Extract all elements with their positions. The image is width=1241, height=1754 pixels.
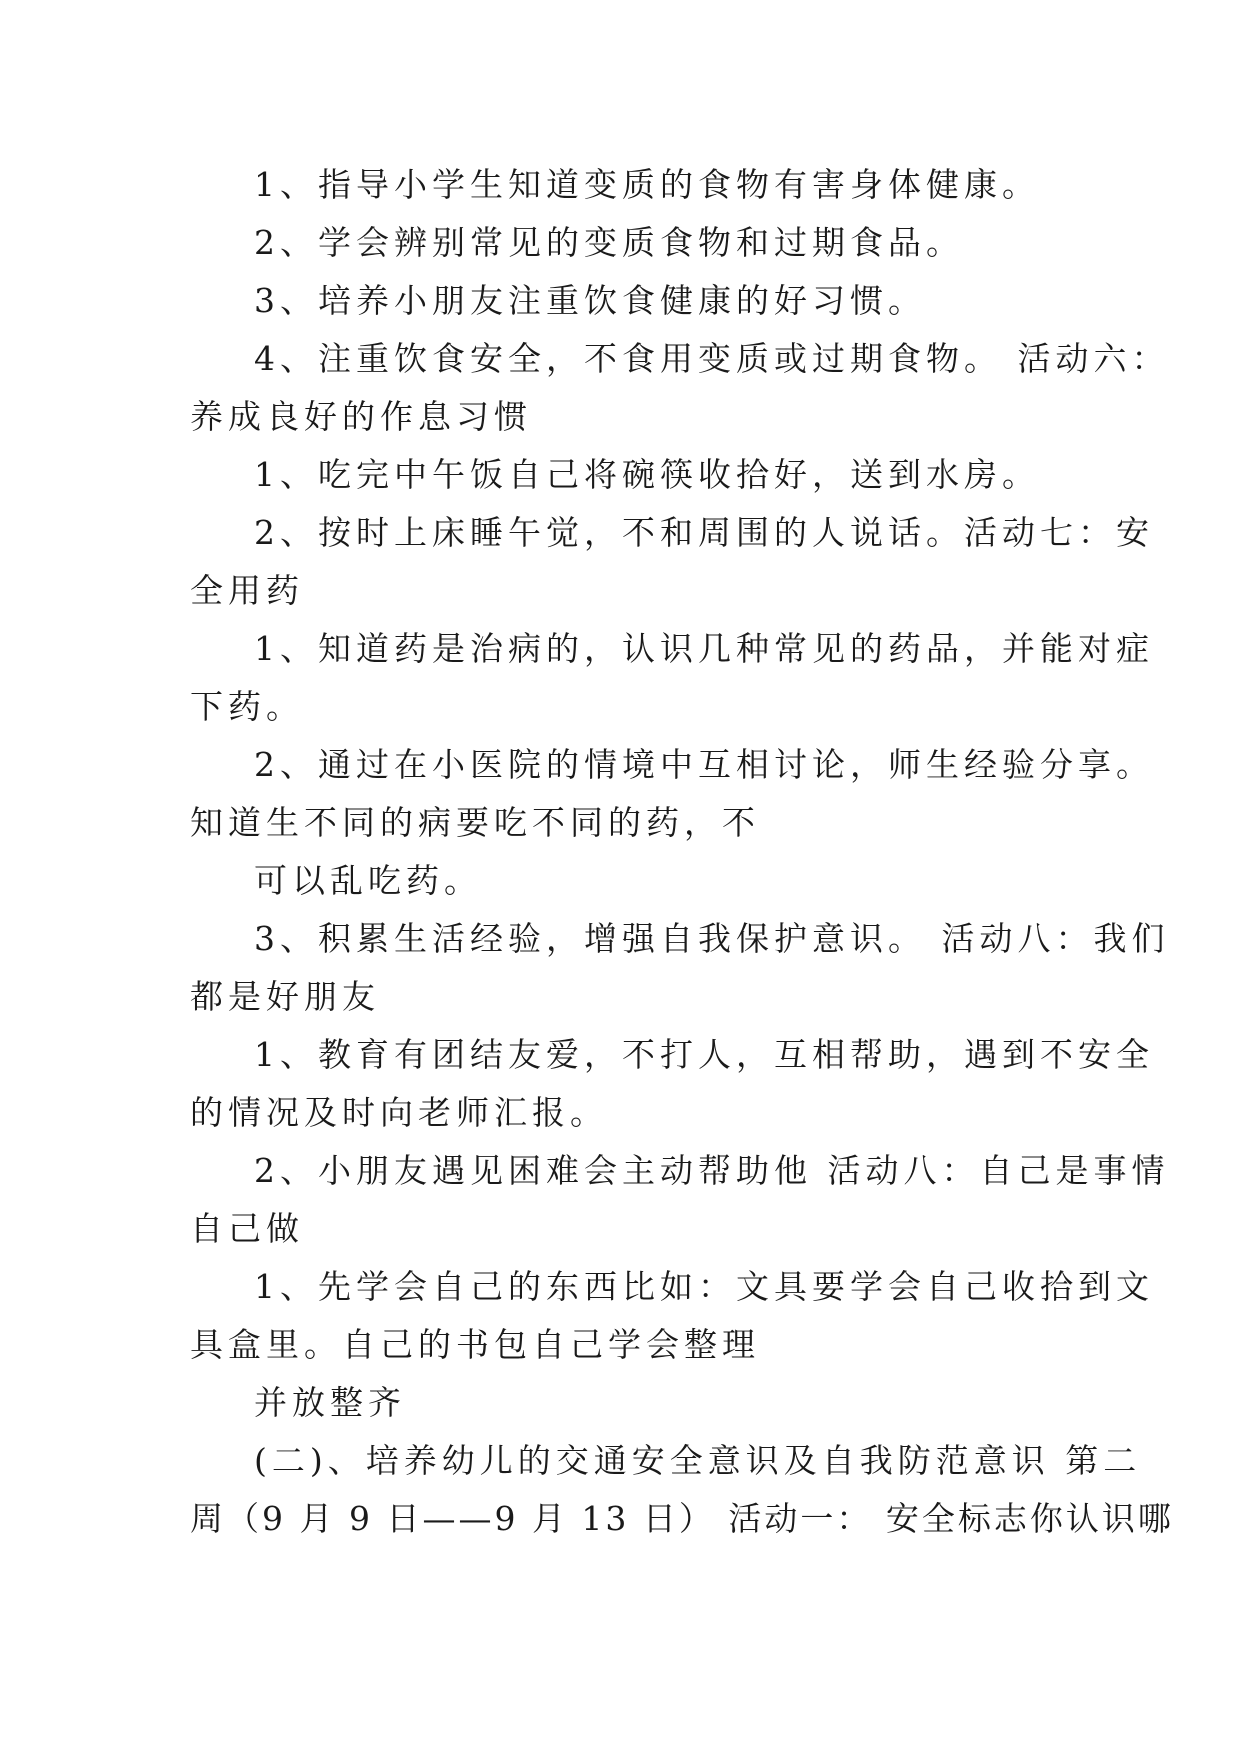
text-line: 2、学会辨别常见的变质食物和过期食品。 [254,223,964,262]
text-line: 全用药 [190,571,304,610]
text-line: 具盒里。自己的书包自己学会整理 [190,1325,760,1364]
text-line: 自己做 [190,1209,304,1248]
text-line: 1、吃完中午饭自己将碗筷收拾好，送到水房。 [254,455,1040,494]
text-line: (二)、培养幼儿的交通安全意识及自我防范意识 第二 [254,1441,1142,1480]
text-line: 1、知道药是治病的，认识几种常见的药品，并能对症 [254,629,1154,668]
text-line: 周（9 月 9 日——9 月 13 日） 活动一： 安全标志你认识哪 [190,1499,1174,1538]
text-line: 2、小朋友遇见困难会主动帮助他 活动八：自己是事情 [254,1151,1170,1190]
text-line: 养成良好的作息习惯 [190,397,532,436]
text-line: 1、指导小学生知道变质的食物有害身体健康。 [254,165,1040,204]
text-line: 都是好朋友 [190,977,380,1016]
text-line: 3、培养小朋友注重饮食健康的好习惯。 [254,281,926,320]
text-line: 可以乱吃药。 [254,861,482,900]
text-line: 2、按时上床睡午觉，不和周围的人说话。活动七：安 [254,513,1154,552]
text-line: 2、通过在小医院的情境中互相讨论，师生经验分享。 [254,745,1154,784]
text-line: 知道生不同的病要吃不同的药，不 [190,803,760,842]
text-line: 1、先学会自己的东西比如：文具要学会自己收拾到文 [254,1267,1154,1306]
text-line: 下药。 [190,687,304,726]
text-line: 的情况及时向老师汇报。 [190,1093,608,1132]
text-line: 并放整齐 [254,1383,406,1422]
text-line: 4、注重饮食安全，不食用变质或过期食物。 活动六： [254,339,1170,378]
text-line: 1、教育有团结友爱，不打人，互相帮助，遇到不安全 [254,1035,1154,1074]
text-line: 3、积累生活经验，增强自我保护意识。 活动八：我们 [254,919,1170,958]
